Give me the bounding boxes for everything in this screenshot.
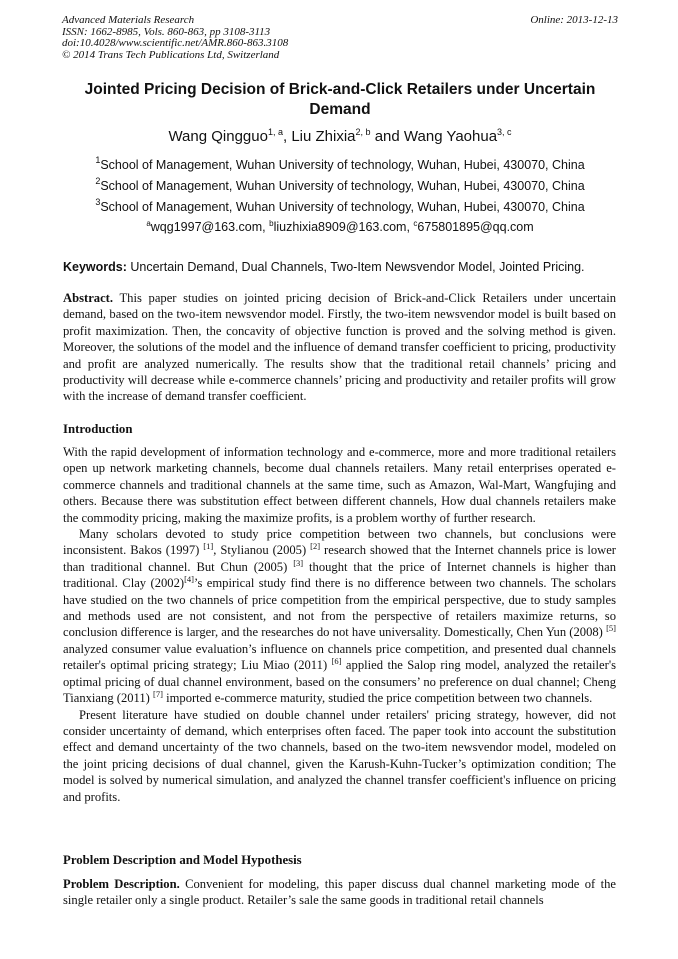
email-link[interactable]: wqg1997@163.com [150,220,263,234]
affiliation-sup: 2 [95,176,101,186]
keywords [63,259,619,275]
affiliation-text: School of Management, Wuhan University of technology, Wuhan, Hubei, 430070, China [100,158,585,172]
citation-link[interactable]: [3] [293,557,304,568]
affiliation [62,199,618,215]
text-run: applied the Salop ring model, analyzed the retailer's optimal pricing of dual channel environment, based on the consumers’ no preference on dual channel; Cheng Tianxiang (2011) [63,658,616,706]
copyright-line: © 2014 Trans Tech Publications Ltd, Switzerland [62,48,280,61]
author-name: Wang Yaohua [403,128,498,145]
keywords-label: Keywords: [63,260,127,274]
intro-paragraph-2 [63,526,616,706]
section-heading-problem: Problem Description and Model Hypothesis [63,853,302,867]
affiliation [62,157,618,173]
email-list [62,219,618,235]
affiliation-text: School of Management, Wuhan University of technology, Wuhan, Hubei, 430070, China [100,200,585,214]
issn-line: ISSN: 1662-8985, Vols. 860-863, pp 3108-3113 [62,25,271,38]
text-run: , Stylianou (2005) [213,543,311,558]
text-run: research showed that the Internet channels price is lower than traditional channel. But Chun (2005) [63,543,616,574]
citation-link[interactable]: [2] [310,541,321,552]
email-link[interactable]: liuzhixia8909@163.com [273,220,407,234]
author-separator: and [370,128,404,145]
introduction-body [63,444,616,805]
author-separator: , [282,128,292,145]
email-sup: c [413,219,418,228]
problem-description [63,876,616,909]
abstract-text: This paper studies on jointed pricing decision of Brick-and-Click Retailers under uncertain demand, based on the two-item newsvendor model. Firstly, the two-item newsvendor model is built based on profit maximization. Then, the concavity of objective function is proved and the solving method is given. Moreover, the solutions of the model and the influence of demand transfer coefficient to pricing, productivity and profit are analyzed numerically. The results show that the traditional retail channels’ pricing and productivity will decrease while e-commerce channels’ pricing and productivity and retailer profits will grow with the increase of demand transfer coefficient. [63,291,616,404]
problem-description-text: Convenient for modeling, this paper discuss dual channel marketing mode of the single retailer only a single product. Retailer’s sale the same goods in traditional retail channels [63,877,616,908]
citation-link[interactable]: [7] [153,689,163,700]
text-run: Many scholars devoted to study price competition between two channels, but conclusions were inconsistent. Bakos (1997) [63,527,616,558]
email-separator: , [406,220,414,234]
citation-link[interactable]: [4] [184,574,194,585]
online-date: Online: 2013-12-13 [530,14,618,26]
journal-name: Advanced Materials Research [62,14,195,26]
affiliation-sup: 1 [95,155,101,165]
intro-paragraph-3: Present literature have studied on double channel under retailers' pricing strategy, however, did not consider uncertainty of demand, which enterprises often faced. The paper took into account the substitution effect and demand uncertainty of the two channels, based on the two-item newsvendor model, modeled on the joint pricing decisions of dual channel, given the Karush-Kuhn-Tucker’s optimization condition; The model is solved by numerical simulation, and analyzed the channel transfer coefficient's influence on pricing and profits. [63,707,616,804]
citation-link[interactable]: [6] [331,656,342,667]
email-sup: a [146,219,151,228]
section-heading-introduction: Introduction [63,422,133,436]
author-name: Liu Zhixia [291,128,356,145]
text-run: thought that the price of Internet channels is higher than traditional. Clay (2002) [63,559,616,591]
email-link[interactable]: 675801895@qq.com [417,220,534,234]
author-list [62,128,618,146]
affiliation-sup: 3 [95,197,101,207]
keywords-text: Uncertain Demand, Dual Channels, Two-Item Newsvendor Model, Jointed Pricing. [126,260,585,274]
text-run: analyzed consumer value evaluation’s influence on channels price competition, and presented dual channels retailer's optimal pricing strategy; Liu Miao (2011) [63,641,616,673]
affiliation-text: School of Management, Wuhan University of technology, Wuhan, Hubei, 430070, China [100,179,585,193]
author-name: Wang Qingguo [168,128,268,145]
paper-title: Jointed Pricing Decision of Brick-and-Click Retailers under Uncertain Demand [84,81,596,118]
text-run: imported e-commerce maturity, studied the price competition between two channels. [162,691,593,706]
citation-link[interactable]: [1] [203,541,214,552]
affiliation [62,178,618,194]
author-sup: 2, b [355,127,371,137]
email-sup: b [269,219,274,228]
abstract-label: Abstract. [63,291,114,305]
text-run: ’s empirical study find there is no difference between two channels. The scholars have studied on the two channels of price competition from the empirical perspective, due to study samples and methods used are not consistent, and not from the perspective of retailers maximize returns, so conclusion difference is larger, and the researches do not have universality. Domestically, Chen Yun (2008) [63,576,616,640]
intro-paragraph-1: With the rapid development of information technology and e-commerce, more and more traditional retailers open up network marketing channels, become dual channels retailers. Many retail enterprises operated e-commerce channels and traditional channels at the same time, such as Amazon, Wal-Mart, Wangfujing and others. Because there was substitution effect between different channels, How dual channels retailers make the commodity pricing, making the maximize profits, is a problem worthy of further research. [63,445,616,525]
doi-line[interactable]: doi:10.4028/www.scientific.net/AMR.860-863.3108 [62,37,289,49]
abstract [63,290,616,405]
author-sup: 3, c [497,127,512,137]
problem-description-label: Problem Description. [63,877,180,891]
journal-header [62,15,618,61]
email-separator: , [262,220,270,234]
citation-link[interactable]: [5] [606,623,616,634]
author-sup: 1, a [267,127,283,137]
